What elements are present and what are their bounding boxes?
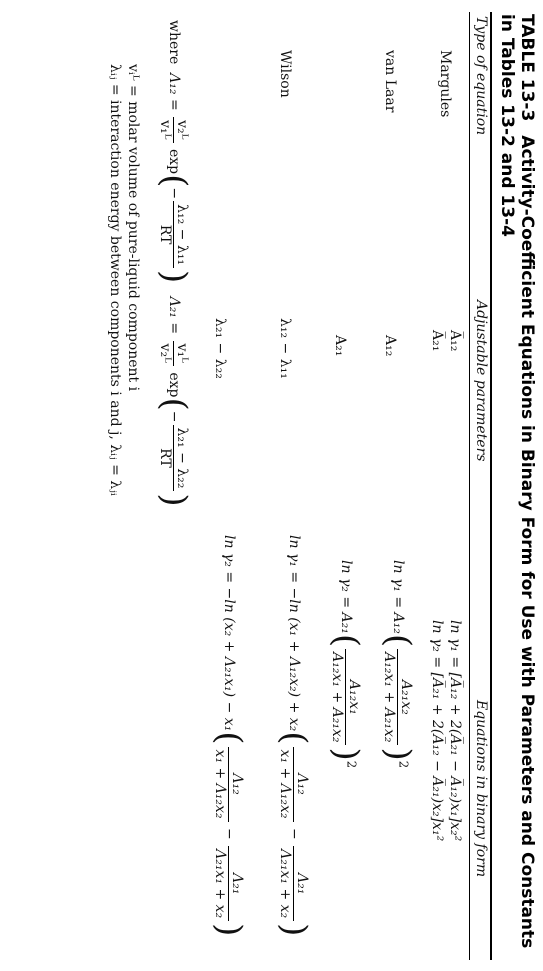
footnote-lambda-definitions: where Λ₁₂ = v₂ᴸ v₁ᴸ exp(− λ₁₂ − λ₁₁ RT ) Λ₂₁ = v₁ᴸ v₂ᴸ exp(− λ₂₁ − λ₂₂ RT ) [154, 20, 194, 507]
top-rule [490, 12, 492, 960]
wilson-param-lambda12: λ₁₂ − λ₁₁ [277, 318, 293, 379]
margules-eq-ln-gamma1: ln γ₁ = [A̅₁₂ + 2(A̅₂₁ − A̅₁₂)x₁]x₂² [447, 620, 463, 842]
table-title: Activity-Coefficient Equations in Binary Form for Use with Parameters and Constants in Tables 13-2 and 13-4 [497, 14, 537, 949]
margules-eq-ln-gamma2: ln γ₂ = [A̅₂₁ + 2(A̅₁₂ − A̅₂₁)x₂]x₁² [429, 620, 445, 842]
vanlaar-param-a12: A₁₂ [382, 335, 398, 357]
table-title-block [497, 14, 537, 959]
header-rule [469, 12, 470, 960]
vanlaar-eq-ln-gamma1: ln γ₁ = A₁₂( A₂₁x₂ A₁₂x₁ + A₂₁x₂ )$^2$ [378, 560, 418, 769]
header-equations: Equations in binary form [473, 700, 489, 878]
table-number: TABLE 13-3 [517, 14, 537, 122]
wilson-param-lambda21: λ₂₁ − λ₂₂ [212, 318, 228, 379]
row-type-wilson: Wilson [277, 50, 293, 98]
margules-param-a12: A̅₁₂ [447, 330, 463, 352]
wilson-eq-ln-gamma1: ln γ₁ = −ln (x₁ + Λ₁₂x₂) + x₂( Λ₁₂ x₁ + Λ₁₂x₂ − Λ₂₁ Λ₂₁x₁ + x₂ ) [274, 535, 314, 937]
header-type-of-equation: Type of equation [473, 16, 489, 136]
footnote-interaction-energy: λᵢⱼ = interaction energy between components i and j, λᵢⱼ = λⱼᵢ [107, 64, 123, 496]
vanlaar-eq-ln-gamma2: ln γ₂ = A₂₁( A₁₂x₁ A₁₂x₁ + A₂₁x₂ )$^2$ [326, 560, 366, 769]
row-type-margules: Margules [437, 50, 453, 118]
vanlaar-param-a21: A₂₁ [332, 335, 348, 357]
wilson-eq-ln-gamma2: ln γ₂ = −ln (x₂ + Λ₂₁x₁) − x₁( Λ₁₂ x₁ + Λ₁₂x₂ − Λ₂₁ Λ₂₁x₁ + x₂ ) [209, 535, 249, 937]
header-adjustable-parameters: Adjustable parameters [473, 300, 489, 462]
row-type-van-laar: van Laar [382, 50, 398, 113]
margules-param-a21: A̅₂₁ [429, 330, 445, 352]
footnote-molar-volume: vᵢᴸ = molar volume of pure-liquid component i [125, 64, 141, 392]
